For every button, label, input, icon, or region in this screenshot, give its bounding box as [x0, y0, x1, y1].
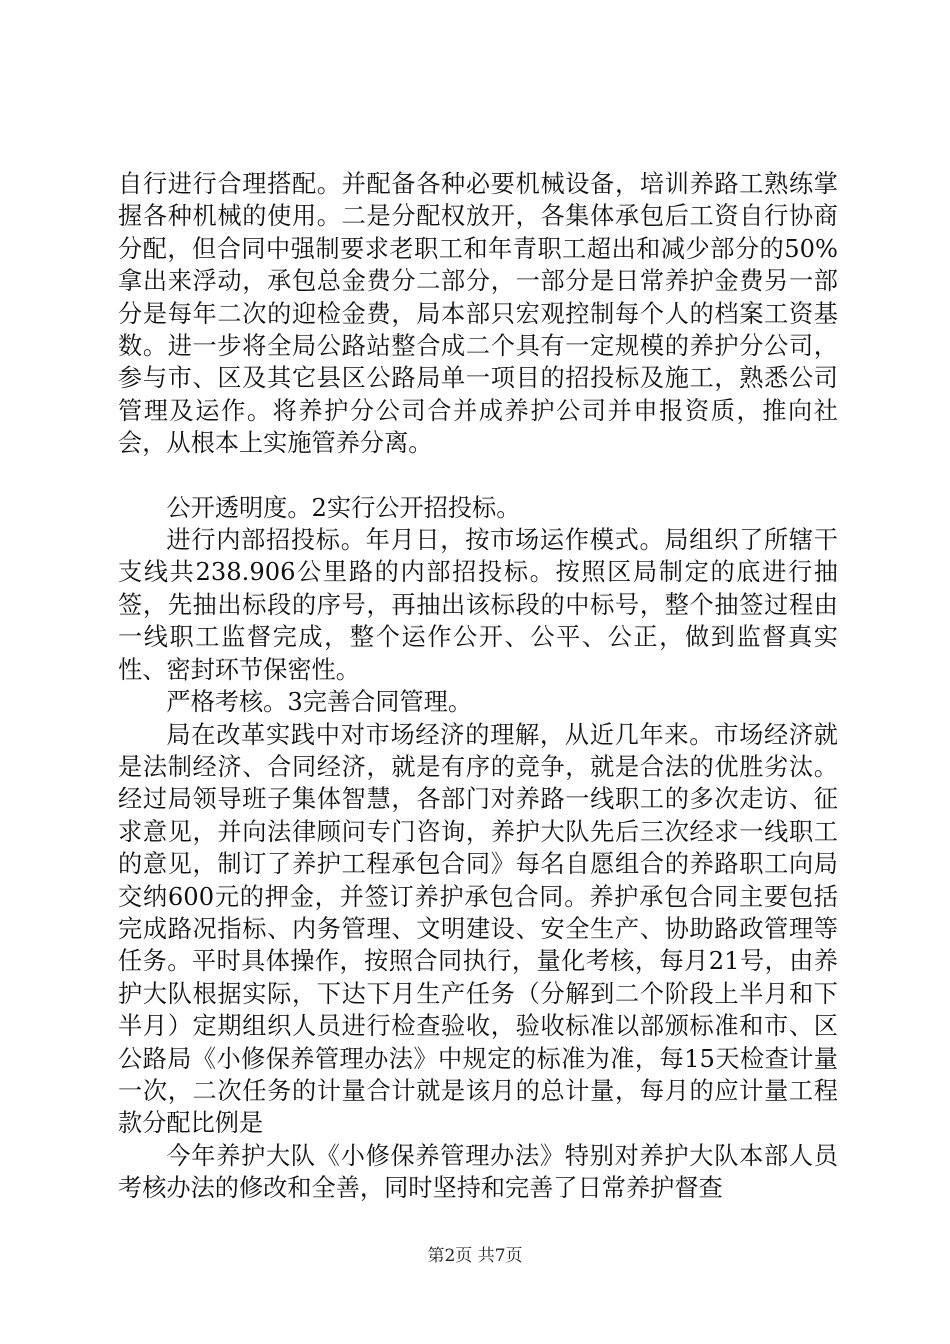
paragraph-gap	[118, 460, 838, 492]
paragraph-maintenance-rules: 今年养护大队《小修保养管理办法》特别对养护大队本部人员考核办法的修改和全善，同时坚持和完善了日常养护督查	[118, 1141, 838, 1203]
paragraph-heading-contract-management: 严格考核。3完善合同管理。	[166, 688, 473, 717]
paragraph-contract-details: 局在改革实践中对市场经济的理解，从近几年来。市场经济就是法制经济、合同经济，就是有序的竞争，就是合法的优胜劣汰。经过局领导班子集体智慧，各部门对养路一线职工的多次走访、征求意见，并向法律顾问专门咨询，养护大队先后三次经求一线职工的意见，制订了养护工程承包合同》每名自愿组合的养路职工向局交纳600元的押金，并签订养护承包合同。养护承包合同主要包括完成路况指标、内务管理、文明建设、安全生产、协助路政管理等任务。平时具体操作，按照合同执行，量化考核，每月21号，由养护大队根据实际，下达下月生产任务（分解到二个阶段上半月和下半月）定期组织人员进行检查验收，验收标准以部颁标准和市、区公路局《小修保养管理办法》中规定的标准为准，每15天检查计量一次，二次任务的计量合计就是该月的总计量，每月的应计量工程款分配比例是	[118, 720, 838, 1138]
document-body	[118, 168, 838, 1205]
paragraph-internal-bidding: 进行内部招投标。年月日，按市场运作模式。局组织了所辖干支线共238.906公里路的内部招投标。按照区局制定的底进行抽签，先抽出标段的序号，再抽出该标段的中标号，整个抽签过程由一线职工监督完成，整个运作公开、公平、公正，做到监督真实性、密封环节保密性。	[118, 526, 838, 684]
paragraph-continuation: 自行进行合理搭配。并配备各种必要机械设备，培训养路工熟练掌握各种机械的使用。二是分配权放开，各集体承包后工资自行协商分配，但合同中强制要求老职工和年青职工超出和减少部分的50%拿出来浮动，承包总金费分二部分，一部分是日常养护金费另一部分是每年二次的迎检金费，局本部只宏观控制每个人的档案工资基数。进一步将全局公路站整合成二个具有一定规模的养护分公司，参与市、区及其它县区公路局单一项目的招投标及施工，熟悉公司管理及运作。将养护分公司合并成养护公司并申报资质，推向社会，从根本上实施管养分离。	[118, 170, 838, 458]
paragraph-heading-open-bidding: 公开透明度。2实行公开招投标。	[166, 493, 521, 522]
page-number-footer: 第2页 共7页	[427, 1246, 523, 1266]
